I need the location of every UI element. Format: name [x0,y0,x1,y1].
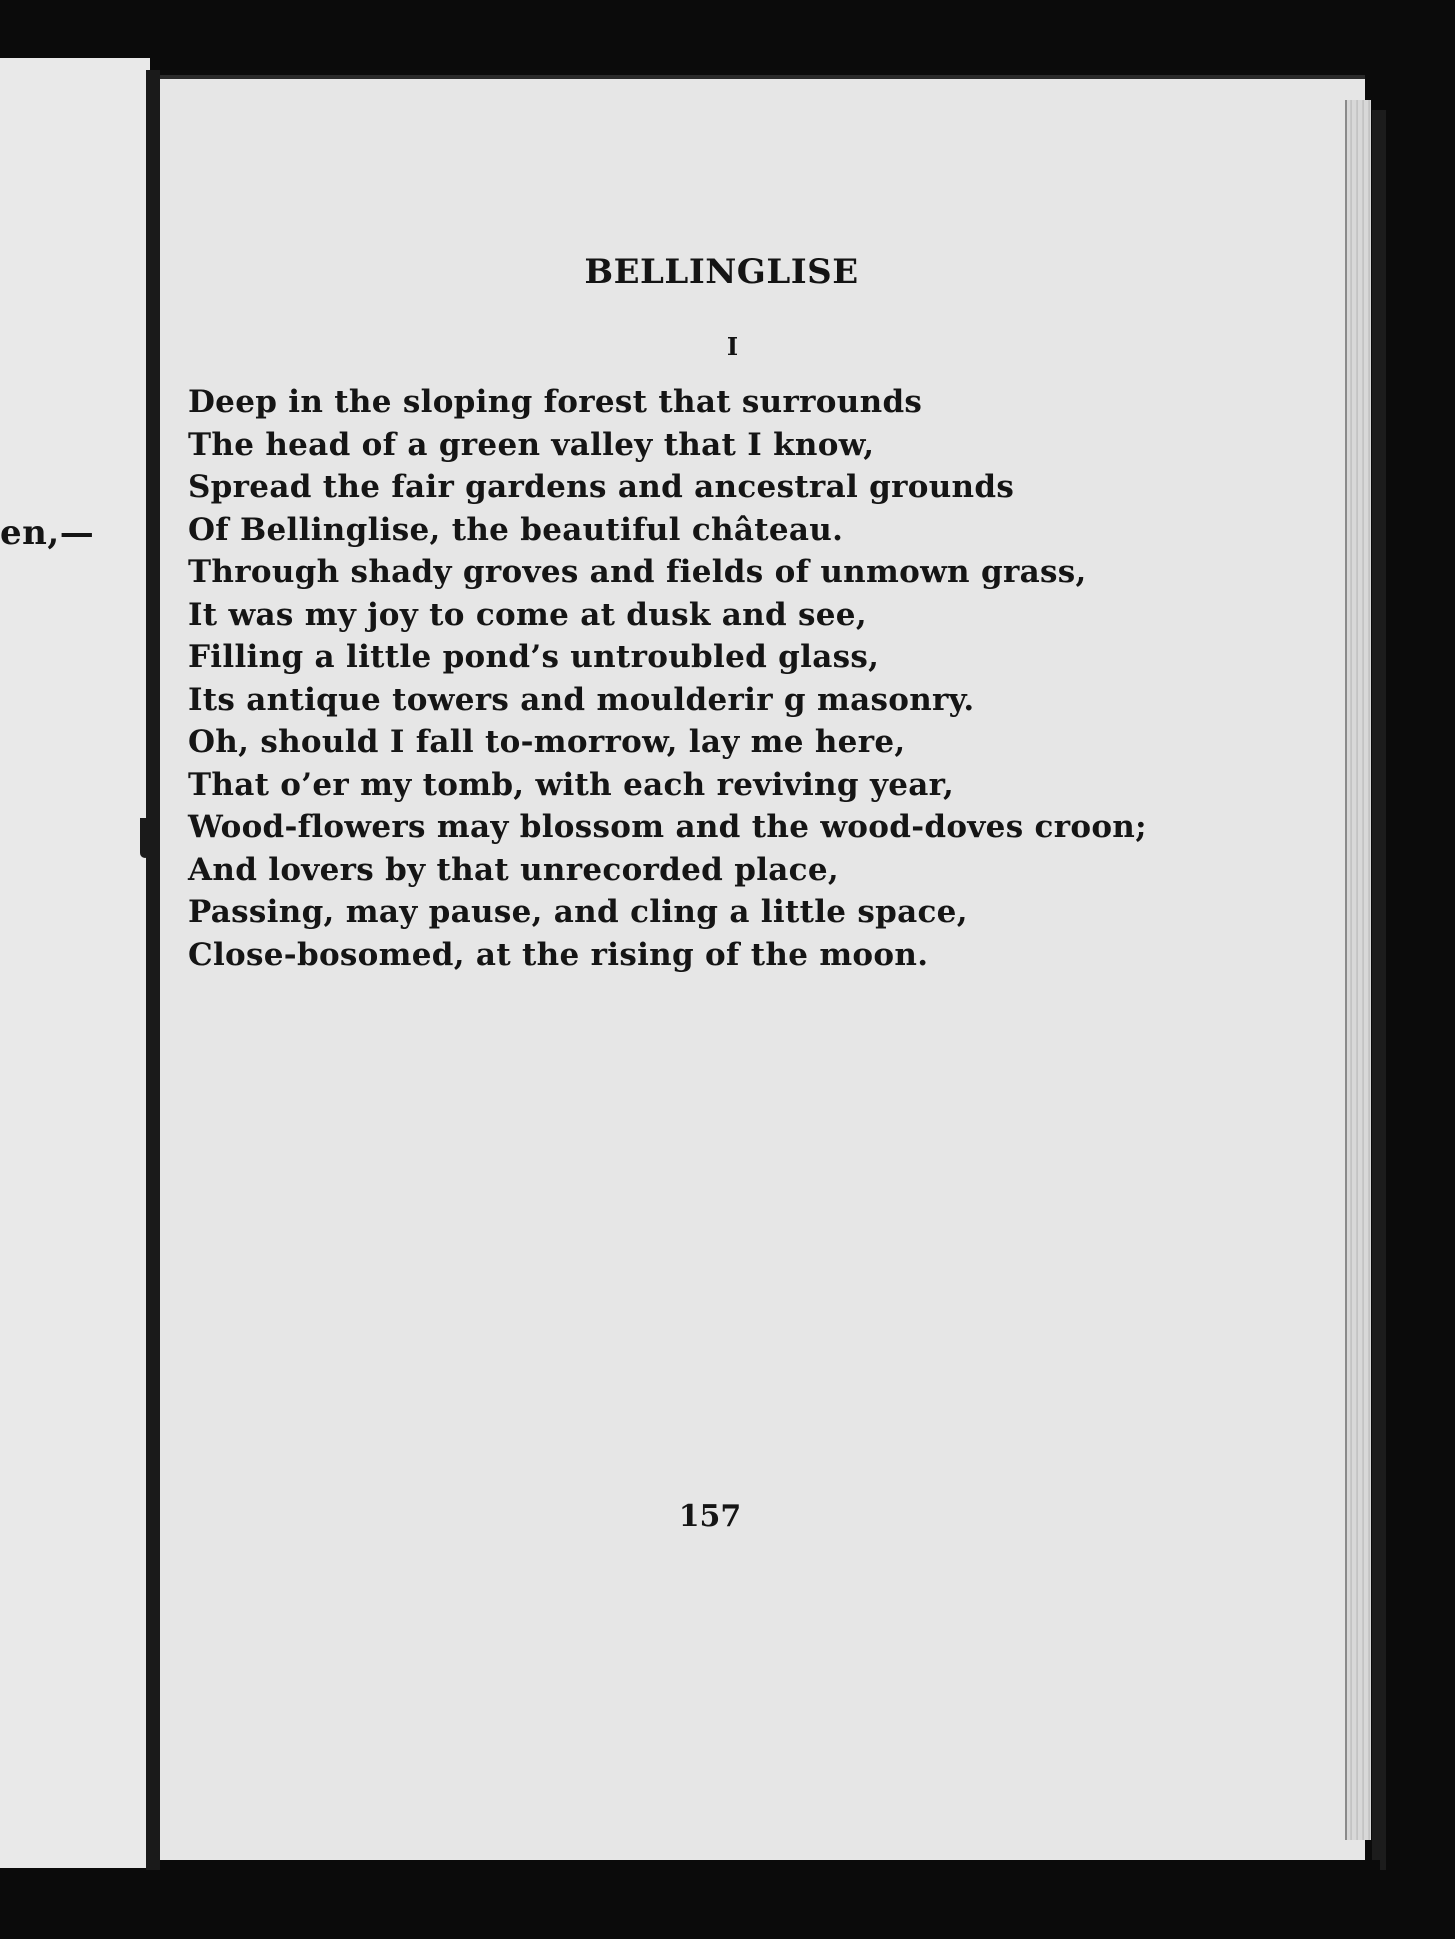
gutter-mark [140,818,150,858]
poem-line: Deep in the sloping forest that surrounds [188,384,923,420]
bottom-shadow [160,1860,1380,1939]
poem-line: Filling a little pond’s untroubled glass, [188,639,880,675]
poem-line: Its antique towers and moulderir g masonry. [188,681,975,718]
page-number: 157 [678,1499,742,1534]
poem-line: The head of a green valley that I know, [188,426,875,463]
book-cover-edge [1372,110,1386,1870]
previous-page-text-fragment: en,— [0,513,95,553]
poem-line: Spread the fair gardens and ancestral grounds [188,469,1015,505]
poem-line: Oh, should I fall to-morrow, lay me here, [188,724,906,760]
poem-line: Through shady groves and fields of unmown grass, [188,554,1087,590]
page-stack-edge [1345,100,1371,1840]
current-page [160,75,1365,1879]
poem-line: That o’er my tomb, with each reviving year, [188,766,955,803]
poem-stanza [188,381,1147,976]
poem-line: Close-bosomed, at the rising of the moon. [188,936,929,973]
poem-line: Of Bellinglise, the beautiful château. [188,511,844,548]
section-number: I [726,332,739,361]
previous-page [0,58,150,1868]
poem-title: BELLINGLISE [584,252,859,292]
poem-line: Passing, may pause, and cling a little space, [188,894,968,930]
poem-line: And lovers by that unrecorded place, [188,851,839,888]
poem-line: Wood-flowers may blossom and the wood-doves croon; [188,809,1147,845]
book-gutter [146,70,160,1870]
poem-line: It was my joy to come at dusk and see, [188,596,867,633]
